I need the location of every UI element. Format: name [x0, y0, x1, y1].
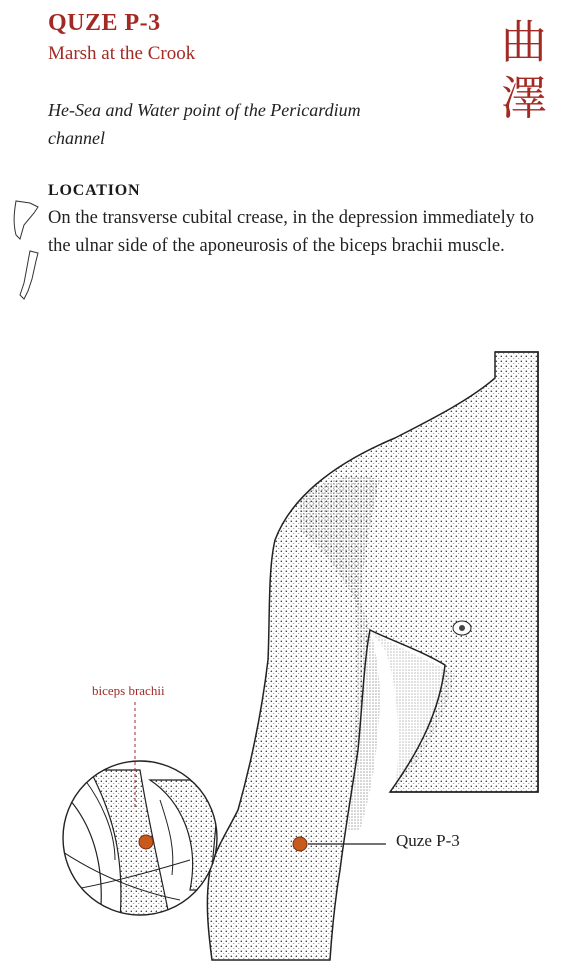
extended-arm-icon	[20, 251, 38, 299]
arm-illustration	[0, 330, 567, 972]
point-label: Quze P-3	[396, 831, 460, 850]
chinese-characters: 曲 澤	[501, 15, 547, 125]
point-title: QUZE P-3	[48, 10, 161, 36]
flexed-arm-icon	[14, 201, 38, 239]
location-heading: LOCATION	[48, 182, 141, 199]
point-role: He-Sea and Water point of the Pericardium channel	[48, 100, 361, 148]
point-subtitle: Marsh at the Crook	[48, 43, 196, 64]
inset-point-marker	[139, 835, 153, 849]
location-text: On the transverse cubital crease, in the depression immediately to the ulnar side of the aponeurosis of the biceps brachii muscle.	[48, 208, 534, 256]
muscle-label: biceps brachii	[92, 683, 165, 698]
quze-point-marker	[293, 837, 307, 851]
arm-position-icons	[10, 195, 42, 305]
